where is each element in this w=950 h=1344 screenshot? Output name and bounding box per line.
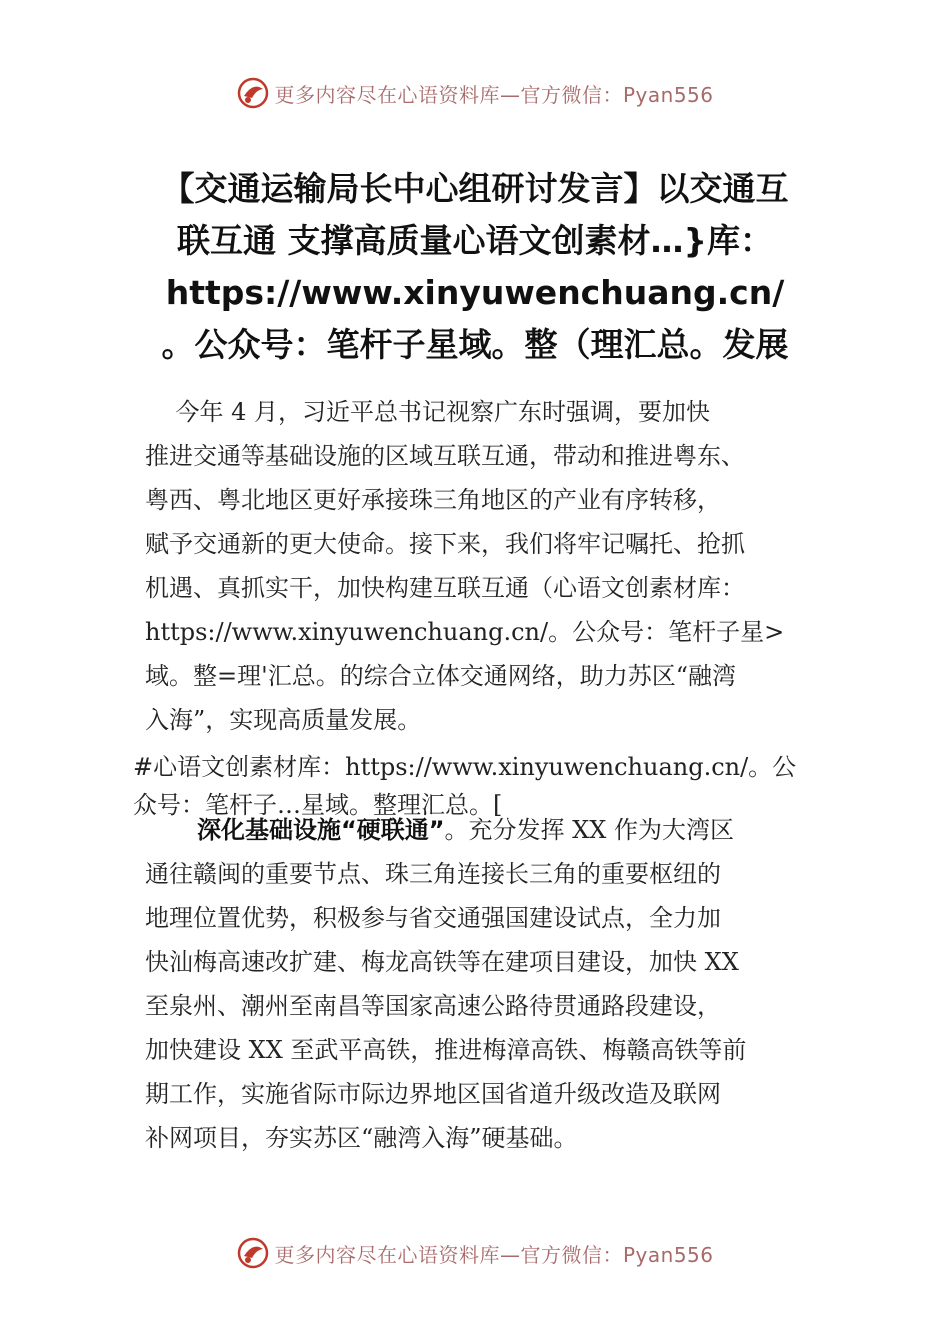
wechat-id: Pyan556 bbox=[622, 82, 714, 107]
text-line: 至泉州、潮州至南昌等国家高速公路待贯通路段建设， bbox=[145, 992, 721, 1020]
section-lead: 深化基础设施“硬联通” bbox=[197, 816, 445, 844]
text-line: #心语文创素材库：https://www.xinyuwenchuang.cn/。公 bbox=[133, 753, 797, 781]
text-line: 补网项目，夯实苏区“融湾入海”硬基础。 bbox=[145, 1124, 578, 1152]
banner-text: 更多内容尽在心语资料库—官方微信：Pyan556 bbox=[274, 1242, 714, 1267]
text-line: 今年 4 月，习近平总书记视察广东时强调，要加快 bbox=[145, 398, 711, 426]
title-line: https://www.xinyuwenchuang.cn/ bbox=[165, 273, 785, 312]
brand-logo-icon bbox=[236, 76, 270, 110]
text-line: 入海”，实现高质量发展。 bbox=[145, 706, 422, 734]
text-line: 通往赣闽的重要节点、珠三角连接长三角的重要枢纽的 bbox=[145, 860, 721, 888]
text-line: 快汕梅高速改扩建、梅龙高铁等在建项目建设，加快 XX bbox=[145, 948, 739, 976]
banner-text: 更多内容尽在心语资料库—官方微信：Pyan556 bbox=[274, 82, 714, 107]
title-line: 联互通 支撑高质量心语文创素材…}库： bbox=[177, 221, 773, 260]
text-line: 粤西、粤北地区更好承接珠三角地区的产业有序转移， bbox=[145, 486, 721, 514]
text-line: 地理位置优势，积极参与省交通强国建设试点，全力加 bbox=[145, 904, 721, 932]
paragraph-intro bbox=[145, 390, 784, 742]
paragraph-infrastructure bbox=[145, 808, 746, 1160]
title-line: 。公众号：笔杆子星域。整（理汇总。发展 bbox=[161, 325, 789, 364]
text-line bbox=[145, 808, 746, 852]
text-line: 机遇、真抓实干，加快构建互联互通（心语文创素材库： bbox=[145, 574, 745, 602]
text-line: https://www.xinyuwenchuang.cn/。公众号：笔杆子星> bbox=[145, 618, 785, 646]
text-line: 域。整=理'汇总。的综合立体交通网络，助力苏区“融湾 bbox=[145, 662, 736, 690]
footer-banner bbox=[0, 1233, 950, 1273]
lead-continuation: 。充分发挥 XX 作为大湾区 bbox=[444, 816, 734, 844]
text-line: 推进交通等基础设施的区域互联互通，带动和推进粤东、 bbox=[145, 442, 745, 470]
wechat-id: Pyan556 bbox=[622, 1242, 714, 1267]
title-line: 【交通运输局长中心组研讨发言】以交通互 bbox=[161, 169, 789, 208]
text-line: 期工作，实施省际市际边界地区国省道升级改造及联网 bbox=[145, 1080, 721, 1108]
text-line: 众号：笔杆子…星域。整理汇总。[ bbox=[133, 791, 503, 819]
text-line: 加快建设 XX 至武平高铁，推进梅漳高铁、梅赣高铁等前 bbox=[145, 1036, 747, 1064]
text-line: 赋予交通新的更大使命。接下来，我们将牢记嘱托、抢抓 bbox=[145, 530, 745, 558]
brand-logo-icon bbox=[236, 1236, 270, 1270]
document-title bbox=[100, 163, 850, 371]
header-banner bbox=[0, 73, 950, 113]
